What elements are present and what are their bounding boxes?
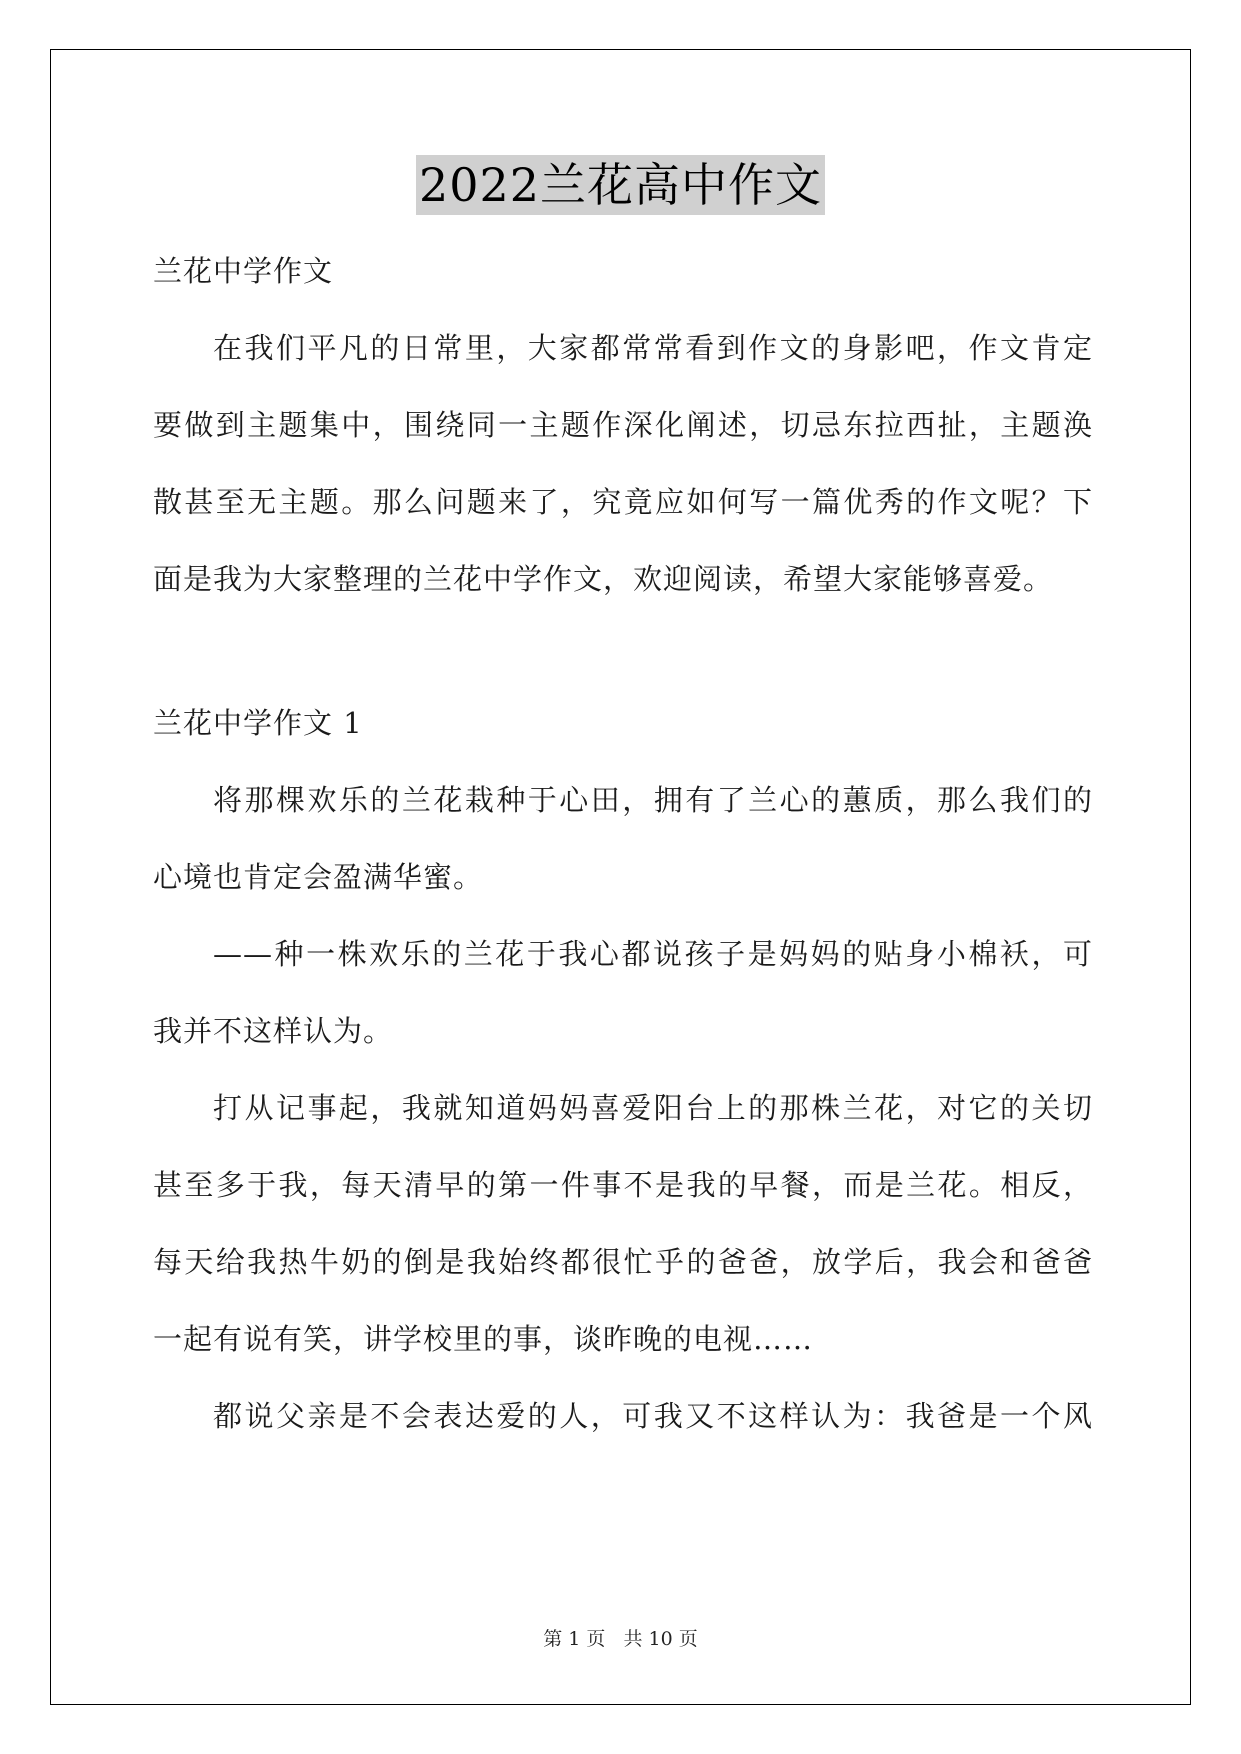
paragraph-line: 在我们平凡的日常里，大家都常常看到作文的身影吧，作文肯定 <box>213 331 1093 365</box>
paragraph-line: 散甚至无主题。那么问题来了，究竟应如何写一篇优秀的作文呢？下 <box>153 485 1093 519</box>
paragraph-line: 心境也肯定会盈满华蜜。 <box>153 860 484 894</box>
paragraph-line: 都说父亲是不会表达爱的人，可我又不这样认为：我爸是一个风 <box>213 1399 1093 1433</box>
document-body <box>153 233 1093 1455</box>
paragraph-line: ——种一株欢乐的兰花于我心都说孩子是妈妈的贴身小棉袄，可 <box>213 937 1093 971</box>
section-heading: 兰花中学作文 <box>153 254 334 288</box>
paragraph-line: 要做到主题集中，围绕同一主题作深化阐述，切忌东拉西扯，主题涣 <box>153 408 1093 442</box>
paragraph-line: 甚至多于我，每天清早的第一件事不是我的早餐，而是兰花。相反， <box>153 1168 1093 1202</box>
title-container <box>0 155 1241 215</box>
paragraph-line: 每天给我热牛奶的倒是我始终都很忙乎的爸爸，放学后，我会和爸爸 <box>153 1245 1093 1279</box>
paragraph-line: 一起有说有笑，讲学校里的事，谈昨晚的电视…… <box>153 1322 814 1356</box>
paragraph-line: 打从记事起，我就知道妈妈喜爱阳台上的那株兰花，对它的关切 <box>213 1091 1093 1125</box>
paragraph-line: 我并不这样认为。 <box>153 1014 394 1048</box>
document-title: 2022兰花高中作文 <box>416 155 825 215</box>
paragraph-line: 面是我为大家整理的兰花中学作文，欢迎阅读，希望大家能够喜爱。 <box>153 562 1054 596</box>
section-gap <box>153 618 1093 685</box>
page-footer: 第 1 页 共 10 页 <box>543 1628 698 1650</box>
paragraph-line: 将那棵欢乐的兰花栽种于心田，拥有了兰心的蕙质，那么我们的 <box>213 783 1093 817</box>
section-heading: 兰花中学作文 1 <box>153 706 363 740</box>
